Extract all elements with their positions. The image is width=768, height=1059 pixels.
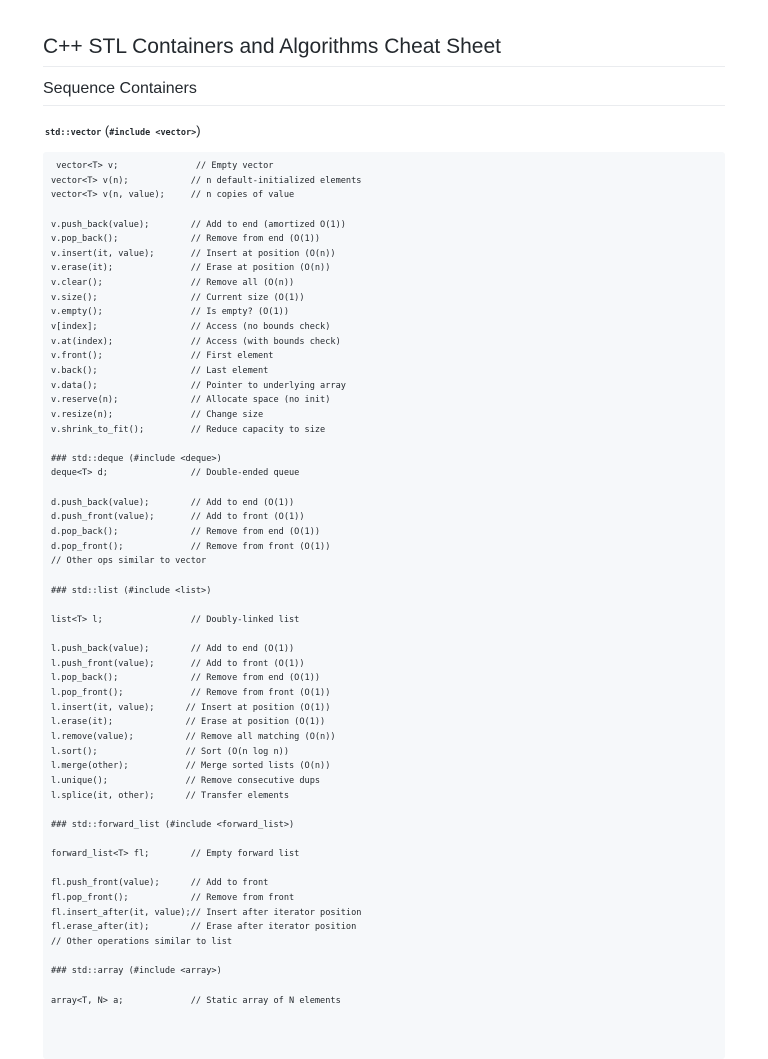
code-line: // Other operations similar to list [51,936,233,947]
code-line: list<T> l; // Doubly-linked list [51,614,300,625]
code-line [51,862,725,877]
code-line: l.erase(it); // Erase at position (O(1)) [51,717,326,728]
code-line: l.remove(value); // Remove all matching (O(n)) [51,731,336,742]
code-line: forward_list<T> fl; // Empty forward list [51,849,300,860]
code-line [51,203,725,218]
code-line [51,569,725,584]
code-line: d.pop_front(); // Remove from front (O(1)) [51,541,331,552]
code-line [51,598,725,613]
code-line: l.splice(it, other); // Transfer elements [51,790,289,801]
code-line: d.push_front(value); // Add to front (O(1)) [51,512,305,523]
code-line [51,979,725,994]
code-line: v.size(); // Current size (O(1)) [51,292,305,303]
code-block [43,152,725,1059]
code-line: array<T, N> a; // Static array of N elements [51,995,341,1006]
code-line: l.unique(); // Remove consecutive dups [51,775,321,786]
code-line: v.clear(); // Remove all (O(n)) [51,278,295,289]
code-line: fl.push_front(value); // Add to front [51,878,269,889]
code-line: vector<T> v; // Empty vector [51,161,274,171]
document-page [43,0,725,1006]
code-line: v.insert(it, value); // Insert at position (O(n)) [51,248,336,259]
code-line: // Other ops similar to vector [51,556,207,567]
code-line [51,950,725,965]
code-line: vector<T> v(n, value); // n copies of value [51,190,295,201]
close-paren: ) [196,123,201,138]
code-line: v.reserve(n); // Allocate space (no init) [51,395,331,406]
code-line: fl.erase_after(it); // Erase after iterator position [51,922,357,933]
code-line: l.sort(); // Sort (O(n log n)) [51,746,289,757]
code-line: l.merge(other); // Merge sorted lists (O(n)) [51,761,331,772]
code-line [51,437,725,452]
code-line: v.front(); // First element [51,351,274,362]
code-line: v.shrink_to_fit(); // Reduce capacity to size [51,424,326,435]
code-line: v.back(); // Last element [51,365,269,376]
section-heading: Sequence Containers [43,78,725,106]
code-line: deque<T> d; // Double-ended queue [51,468,300,479]
code-line: ### std::forward_list (#include <forward_list>) [51,819,295,830]
code-line: l.pop_back(); // Remove from end (O(1)) [51,673,321,684]
code-line: l.pop_front(); // Remove from front (O(1)) [51,688,331,699]
code-line: ### std::list (#include <list>) [51,585,212,596]
code-line [51,803,725,818]
code-line: l.insert(it, value); // Insert at position (O(1)) [51,702,331,713]
code-line: d.push_back(value); // Add to end (O(1)) [51,497,295,508]
subheading-include: #include <vector> [109,128,197,138]
page-title: C++ STL Containers and Algorithms Cheat Sheet [43,33,725,67]
code-line: d.pop_back(); // Remove from end (O(1)) [51,527,321,538]
code-line: v.erase(it); // Erase at position (O(n)) [51,263,331,274]
code-line [51,628,725,643]
code-line: v.at(index); // Access (with bounds check) [51,336,341,347]
code-line: l.push_back(value); // Add to end (O(1)) [51,644,295,655]
code-line: ### std::array (#include <array>) [51,966,222,977]
open-paren: ( [104,123,110,138]
subheading-code: std::vector [45,128,102,138]
code-line: fl.insert_after(it, value);// Insert after iterator position [51,907,362,918]
code-line: v.data(); // Pointer to underlying array [51,380,346,391]
code-line: l.push_front(value); // Add to front (O(1)) [51,658,305,669]
code-line [51,832,725,847]
code-line: v.empty(); // Is empty? (O(1)) [51,307,289,318]
code-line: fl.pop_front(); // Remove from front [51,893,295,904]
code-line: v.push_back(value); // Add to end (amortized O(1)) [51,219,346,230]
code-line [51,481,725,496]
code-line: v[index]; // Access (no bounds check) [51,322,331,333]
code-line: v.pop_back(); // Remove from end (O(1)) [51,234,321,245]
code-line: v.resize(n); // Change size [51,409,264,420]
code-line: vector<T> v(n); // n default-initialized elements [51,175,362,186]
code-line: ### std::deque (#include <deque>) [51,453,222,464]
subheading-vector [45,123,725,141]
